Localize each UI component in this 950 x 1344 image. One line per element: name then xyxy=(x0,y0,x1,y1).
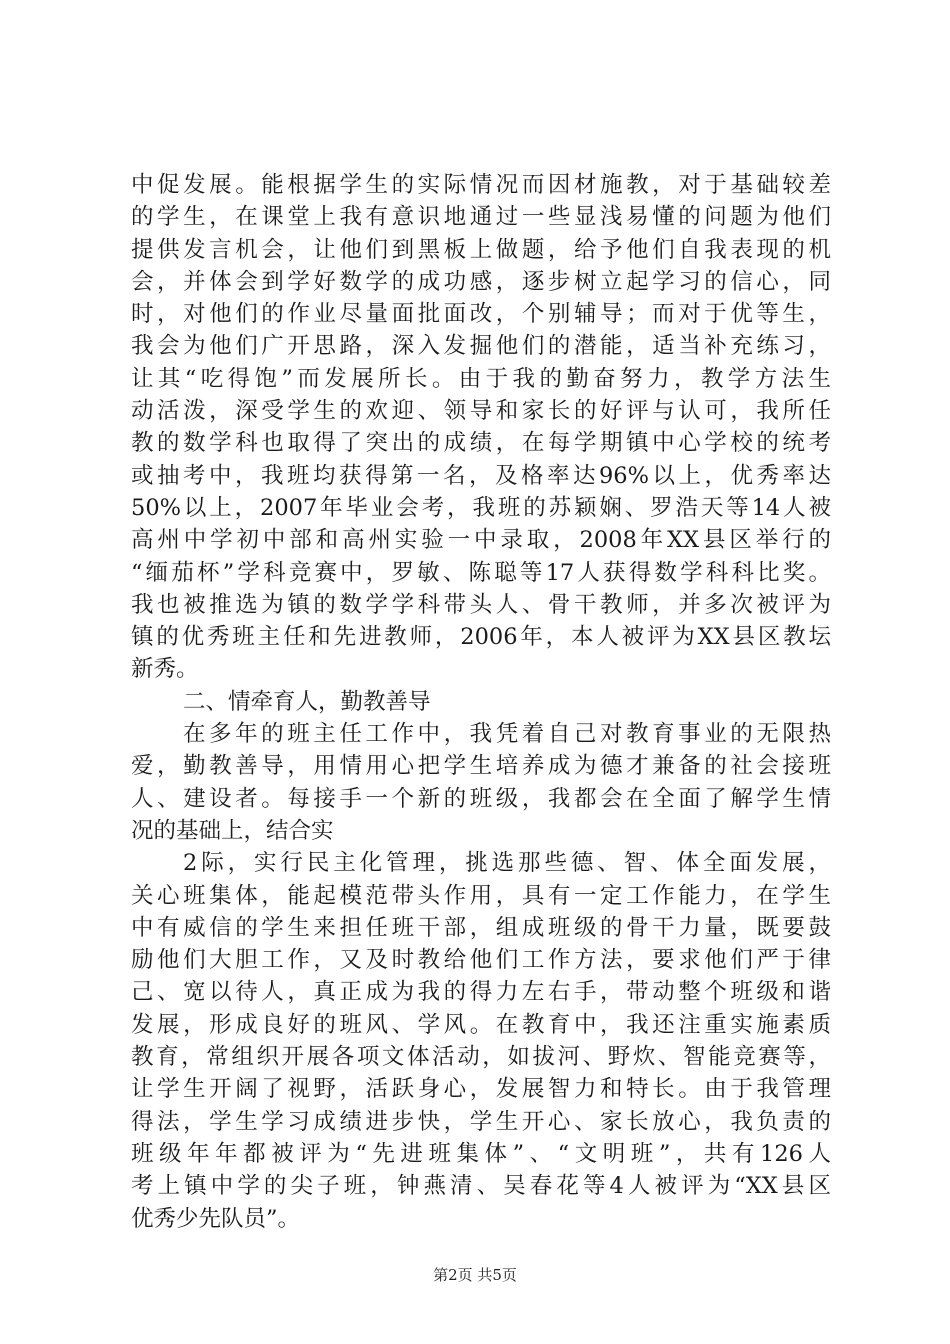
page-number-footer: 第2页 共5页 xyxy=(433,1266,517,1284)
paragraph-line: 关心班集体，能起模范带头作用，具有一定工作能力，在学生 xyxy=(131,882,831,909)
paragraph-line: 我会为他们广开思路，深入发掘他们的潜能，适当补充练习， xyxy=(131,333,831,360)
paragraph-line: 况的基础上，结合实 xyxy=(131,817,334,844)
paragraph-line: 2际，实行民主化管理，挑选那些德、智、体全面发展， xyxy=(183,850,831,877)
paragraph-line: 中有威信的学生来担任班干部，组成班级的骨干力量，既要鼓 xyxy=(131,914,831,941)
section-heading: 二、情牵育人，勤教善导 xyxy=(183,688,431,715)
paragraph-line: 让其“吃得饱”而发展所长。由于我的勤奋努力，教学方法生 xyxy=(131,365,831,392)
paragraph-line: 时，对他们的作业尽量面批面改，个别辅导；而对于优等生， xyxy=(131,301,831,328)
paragraph-line: 中促发展。能根据学生的实际情况而因材施教，对于基础较差 xyxy=(131,172,831,198)
paragraph-line: 教育，常组织开展各项文体活动，如拔河、野炊、智能竞赛等， xyxy=(131,1044,831,1071)
paragraph-line: 励他们大胆工作，又及时教给他们工作方法，要求他们严于律 xyxy=(131,947,831,974)
paragraph-line: 人、建设者。每接手一个新的班级，我都会在全面了解学生情 xyxy=(131,785,831,812)
paragraph-line: 我也被推选为镇的数学学科带头人、骨干教师，并多次被评为 xyxy=(131,591,831,618)
paragraph-line: 动活泼，深受学生的欢迎、领导和家长的好评与认可，我所任 xyxy=(131,398,831,425)
paragraph-line: 发展，形成良好的班风、学风。在教育中，我还注重实施素质 xyxy=(131,1011,831,1038)
paragraph-line: 得法，学生学习成绩进步快，学生开心、家长放心，我负责的 xyxy=(131,1108,831,1135)
paragraph-line: 会，并体会到学好数学的成功感，逐步树立起学习的信心，同 xyxy=(131,268,831,295)
paragraph-line: 提供发言机会，让他们到黑板上做题，给予他们自我表现的机 xyxy=(131,236,831,263)
paragraph-line: 高州中学初中部和高州实验一中录取，2008年XX县区举行的 xyxy=(131,527,831,554)
paragraph-line: 己、宽以待人，真正成为我的得力左右手，带动整个班级和谐 xyxy=(131,979,831,1006)
paragraph-line: 优秀少先队员”。 xyxy=(131,1205,301,1232)
paragraph-line: 镇的优秀班主任和先进教师，2006年，本人被评为XX县区教坛 xyxy=(131,624,831,651)
paragraph-line: 教的数学科也取得了突出的成绩，在每学期镇中心学校的统考 xyxy=(131,430,831,457)
paragraph-line: 50%以上，2007年毕业会考，我班的苏颖娴、罗浩天等14人被 xyxy=(131,494,831,521)
paragraph-line: 在多年的班主任工作中，我凭着自己对教育事业的无限热 xyxy=(183,721,831,748)
paragraph-line: “缅茄杯”学科竞赛中，罗敏、陈聪等17人获得数学科科比奖。 xyxy=(131,559,831,586)
paragraph-line: 的学生，在课堂上我有意识地通过一些显浅易懂的问题为他们 xyxy=(131,204,831,231)
paragraph-line: 让学生开阔了视野，活跃身心，发展智力和特长。由于我管理 xyxy=(131,1076,831,1103)
document-body xyxy=(131,169,831,1235)
paragraph-line: 考上镇中学的尖子班，钟燕清、吴春花等4人被评为“XX县区 xyxy=(131,1173,831,1200)
paragraph-line: 新秀。 xyxy=(131,656,199,683)
paragraph-line: 班级年年都被评为“先进班集体”、“文明班”，共有126人 xyxy=(131,1140,831,1167)
paragraph-line: 或抽考中，我班均获得第一名，及格率达96%以上，优秀率达 xyxy=(131,462,831,489)
paragraph-line: 爱，勤教善导，用情用心把学生培养成为德才兼备的社会接班 xyxy=(131,753,831,780)
